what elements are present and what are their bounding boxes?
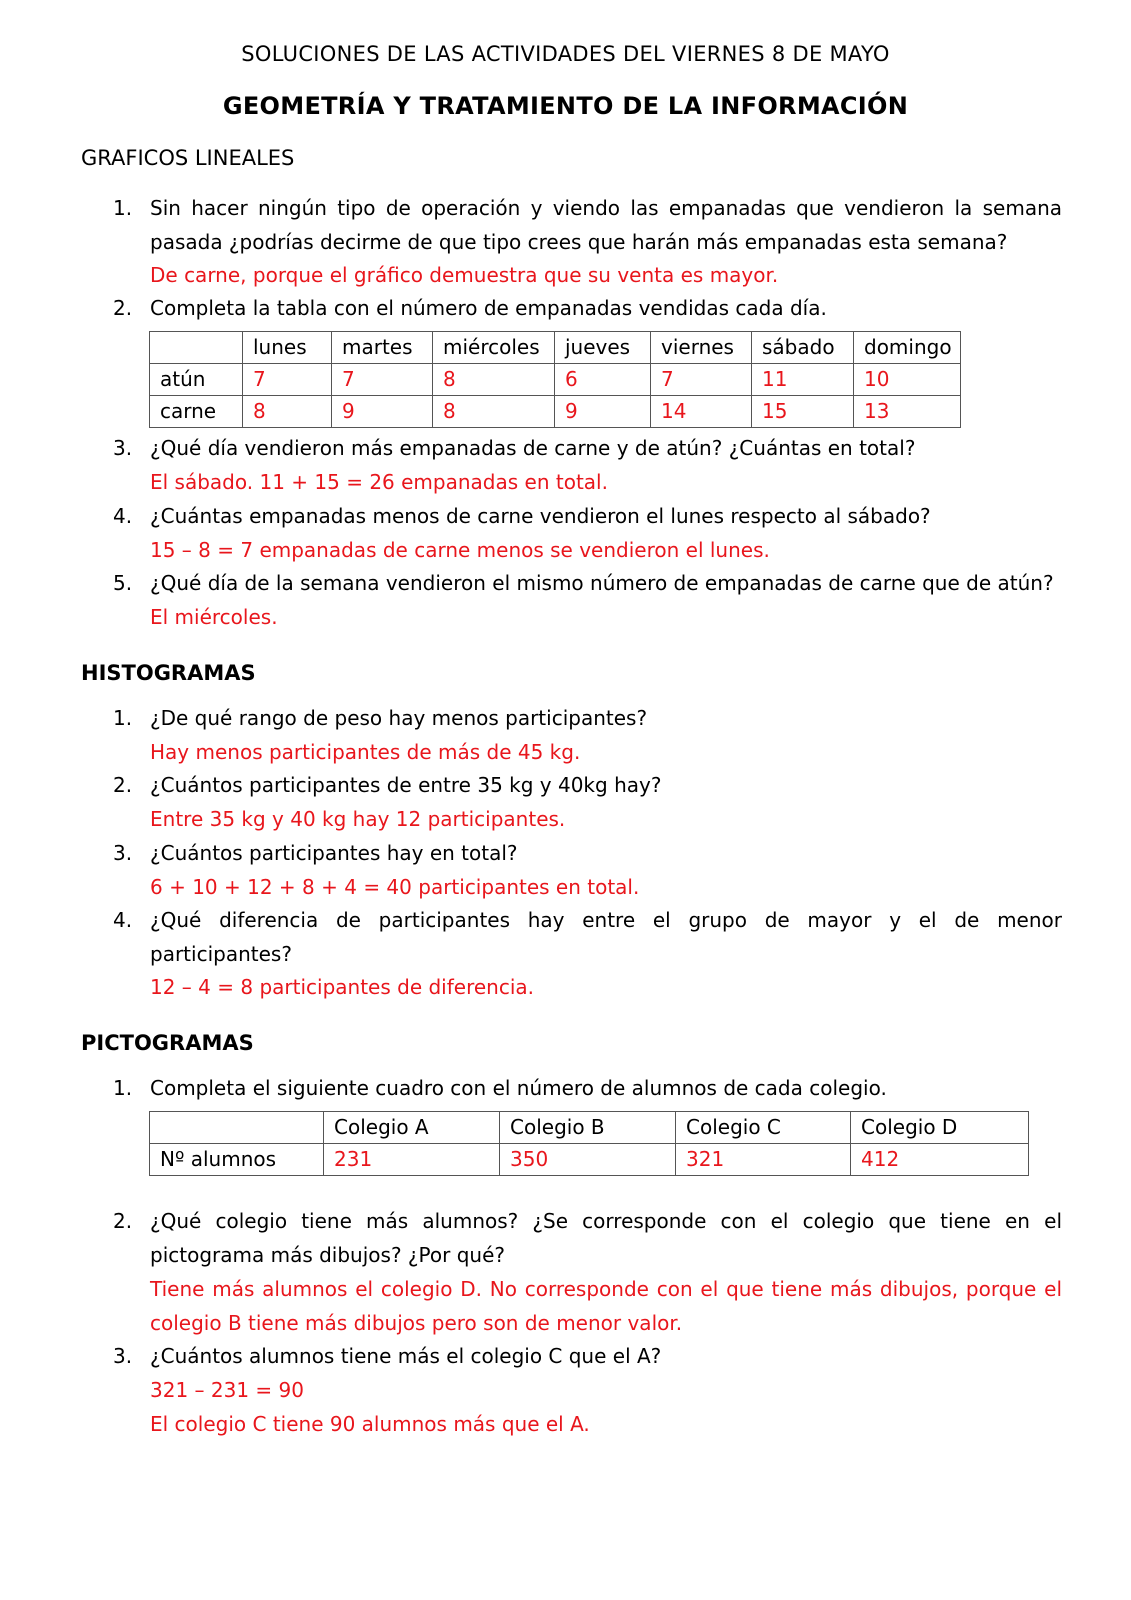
question-text: ¿Cuántos participantes hay en total?	[150, 841, 518, 865]
empanadas-table	[149, 331, 961, 428]
answer-text: 15 – 8 = 7 empanadas de carne menos se vendieron el lunes.	[150, 538, 770, 562]
answer-text: Hay menos participantes de más de 45 kg.	[150, 740, 581, 764]
question-text: ¿Cuántas empanadas menos de carne vendieron el lunes respecto al sábado?	[150, 504, 931, 528]
table-row	[150, 396, 961, 428]
table-header-cell: jueves	[555, 332, 651, 364]
table-cell: 7	[332, 364, 433, 396]
table-header-cell: Colegio D	[851, 1112, 1029, 1144]
question-number: 3.	[113, 1344, 133, 1368]
question-text: Completa la tabla con el número de empanadas vendidas cada día.	[150, 296, 827, 320]
table-row-label: atún	[150, 364, 243, 396]
question-number: 2.	[113, 773, 133, 797]
question-text: ¿Cuántos participantes de entre 35 kg y 40kg hay?	[150, 773, 662, 797]
section-heading-pictogramas: PICTOGRAMAS	[81, 1031, 254, 1055]
table-header-cell: sábado	[752, 332, 854, 364]
question-text: pasada ¿podrías decirme de que tipo crees que harán más empanadas esta semana?	[150, 230, 1008, 254]
section-heading-histogramas: HISTOGRAMAS	[81, 661, 256, 685]
answer-text: El miércoles.	[150, 605, 278, 629]
document-title: SOLUCIONES DE LAS ACTIVIDADES DEL VIERNES 8 DE MAYO	[241, 42, 890, 66]
question-number: 3.	[113, 841, 133, 865]
table-header-cell: lunes	[243, 332, 332, 364]
question-text: pictograma más dibujos? ¿Por qué?	[150, 1243, 505, 1267]
question-text: ¿Qué día vendieron más empanadas de carne y de atún? ¿Cuántas en total?	[150, 436, 916, 460]
question-number: 3.	[113, 436, 133, 460]
table-header-cell: domingo	[854, 332, 961, 364]
question-text: ¿Qué diferencia de participantes hay entre el grupo de mayor y el de menor	[150, 908, 1062, 932]
table-cell: 11	[752, 364, 854, 396]
question-number: 5.	[113, 571, 133, 595]
alumnos-table	[149, 1111, 1029, 1176]
question-text: ¿Qué día de la semana vendieron el mismo número de empanadas de carne que de atún?	[150, 571, 1054, 595]
table-header-row	[150, 1112, 1029, 1144]
question-text: Sin hacer ningún tipo de operación y viendo las empanadas que vendieron la semana	[150, 196, 1062, 220]
table-row	[150, 1144, 1029, 1176]
table-cell-empty	[150, 332, 243, 364]
table-row-label: Nº alumnos	[150, 1144, 324, 1176]
question-text: Completa el siguiente cuadro con el número de alumnos de cada colegio.	[150, 1076, 887, 1100]
table-cell: 9	[332, 396, 433, 428]
question-number: 4.	[113, 504, 133, 528]
table-cell: 350	[500, 1144, 676, 1176]
table-cell: 14	[651, 396, 752, 428]
question-text: ¿Cuántos alumnos tiene más el colegio C que el A?	[150, 1344, 662, 1368]
table-cell: 8	[243, 396, 332, 428]
question-text: ¿Qué colegio tiene más alumnos? ¿Se corresponde con el colegio que tiene en el	[150, 1209, 1062, 1233]
answer-text: Tiene más alumnos el colegio D. No corresponde con el que tiene más dibujos, porque el	[150, 1277, 1062, 1301]
question-number: 1.	[113, 196, 133, 220]
question-text: participantes?	[150, 942, 292, 966]
table-cell: 321	[676, 1144, 851, 1176]
table-header-cell: Colegio B	[500, 1112, 676, 1144]
answer-text: El sábado. 11 + 15 = 26 empanadas en total.	[150, 470, 608, 494]
table-cell: 7	[243, 364, 332, 396]
answer-text: 6 + 10 + 12 + 8 + 4 = 40 participantes en total.	[150, 875, 640, 899]
table-header-cell: Colegio A	[324, 1112, 500, 1144]
answer-text: 12 – 4 = 8 participantes de diferencia.	[150, 975, 535, 999]
answer-text: 321 – 231 = 90	[150, 1378, 304, 1402]
table-cell: 231	[324, 1144, 500, 1176]
table-cell: 7	[651, 364, 752, 396]
question-number: 2.	[113, 296, 133, 320]
question-number: 4.	[113, 908, 133, 932]
table-cell: 15	[752, 396, 854, 428]
section-heading-graficos: GRAFICOS LINEALES	[81, 146, 295, 170]
table-row-label: carne	[150, 396, 243, 428]
question-text: ¿De qué rango de peso hay menos participantes?	[150, 706, 648, 730]
table-cell: 13	[854, 396, 961, 428]
answer-text: Entre 35 kg y 40 kg hay 12 participantes.	[150, 807, 566, 831]
table-header-row	[150, 332, 961, 364]
document-subtitle: GEOMETRÍA Y TRATAMIENTO DE LA INFORMACIÓN	[222, 92, 909, 120]
table-cell-empty	[150, 1112, 324, 1144]
answer-text: De carne, porque el gráfico demuestra que su venta es mayor.	[150, 263, 779, 287]
table-cell: 8	[433, 364, 555, 396]
table-header-cell: miércoles	[433, 332, 555, 364]
table-header-cell: Colegio C	[676, 1112, 851, 1144]
table-cell: 6	[555, 364, 651, 396]
question-number: 2.	[113, 1209, 133, 1233]
table-cell: 10	[854, 364, 961, 396]
answer-text: El colegio C tiene 90 alumnos más que el A.	[150, 1412, 590, 1436]
table-cell: 412	[851, 1144, 1029, 1176]
table-cell: 9	[555, 396, 651, 428]
question-number: 1.	[113, 706, 133, 730]
table-cell: 8	[433, 396, 555, 428]
table-header-cell: martes	[332, 332, 433, 364]
answer-text: colegio B tiene más dibujos pero son de menor valor.	[150, 1311, 683, 1335]
table-row	[150, 364, 961, 396]
table-header-cell: viernes	[651, 332, 752, 364]
question-number: 1.	[113, 1076, 133, 1100]
